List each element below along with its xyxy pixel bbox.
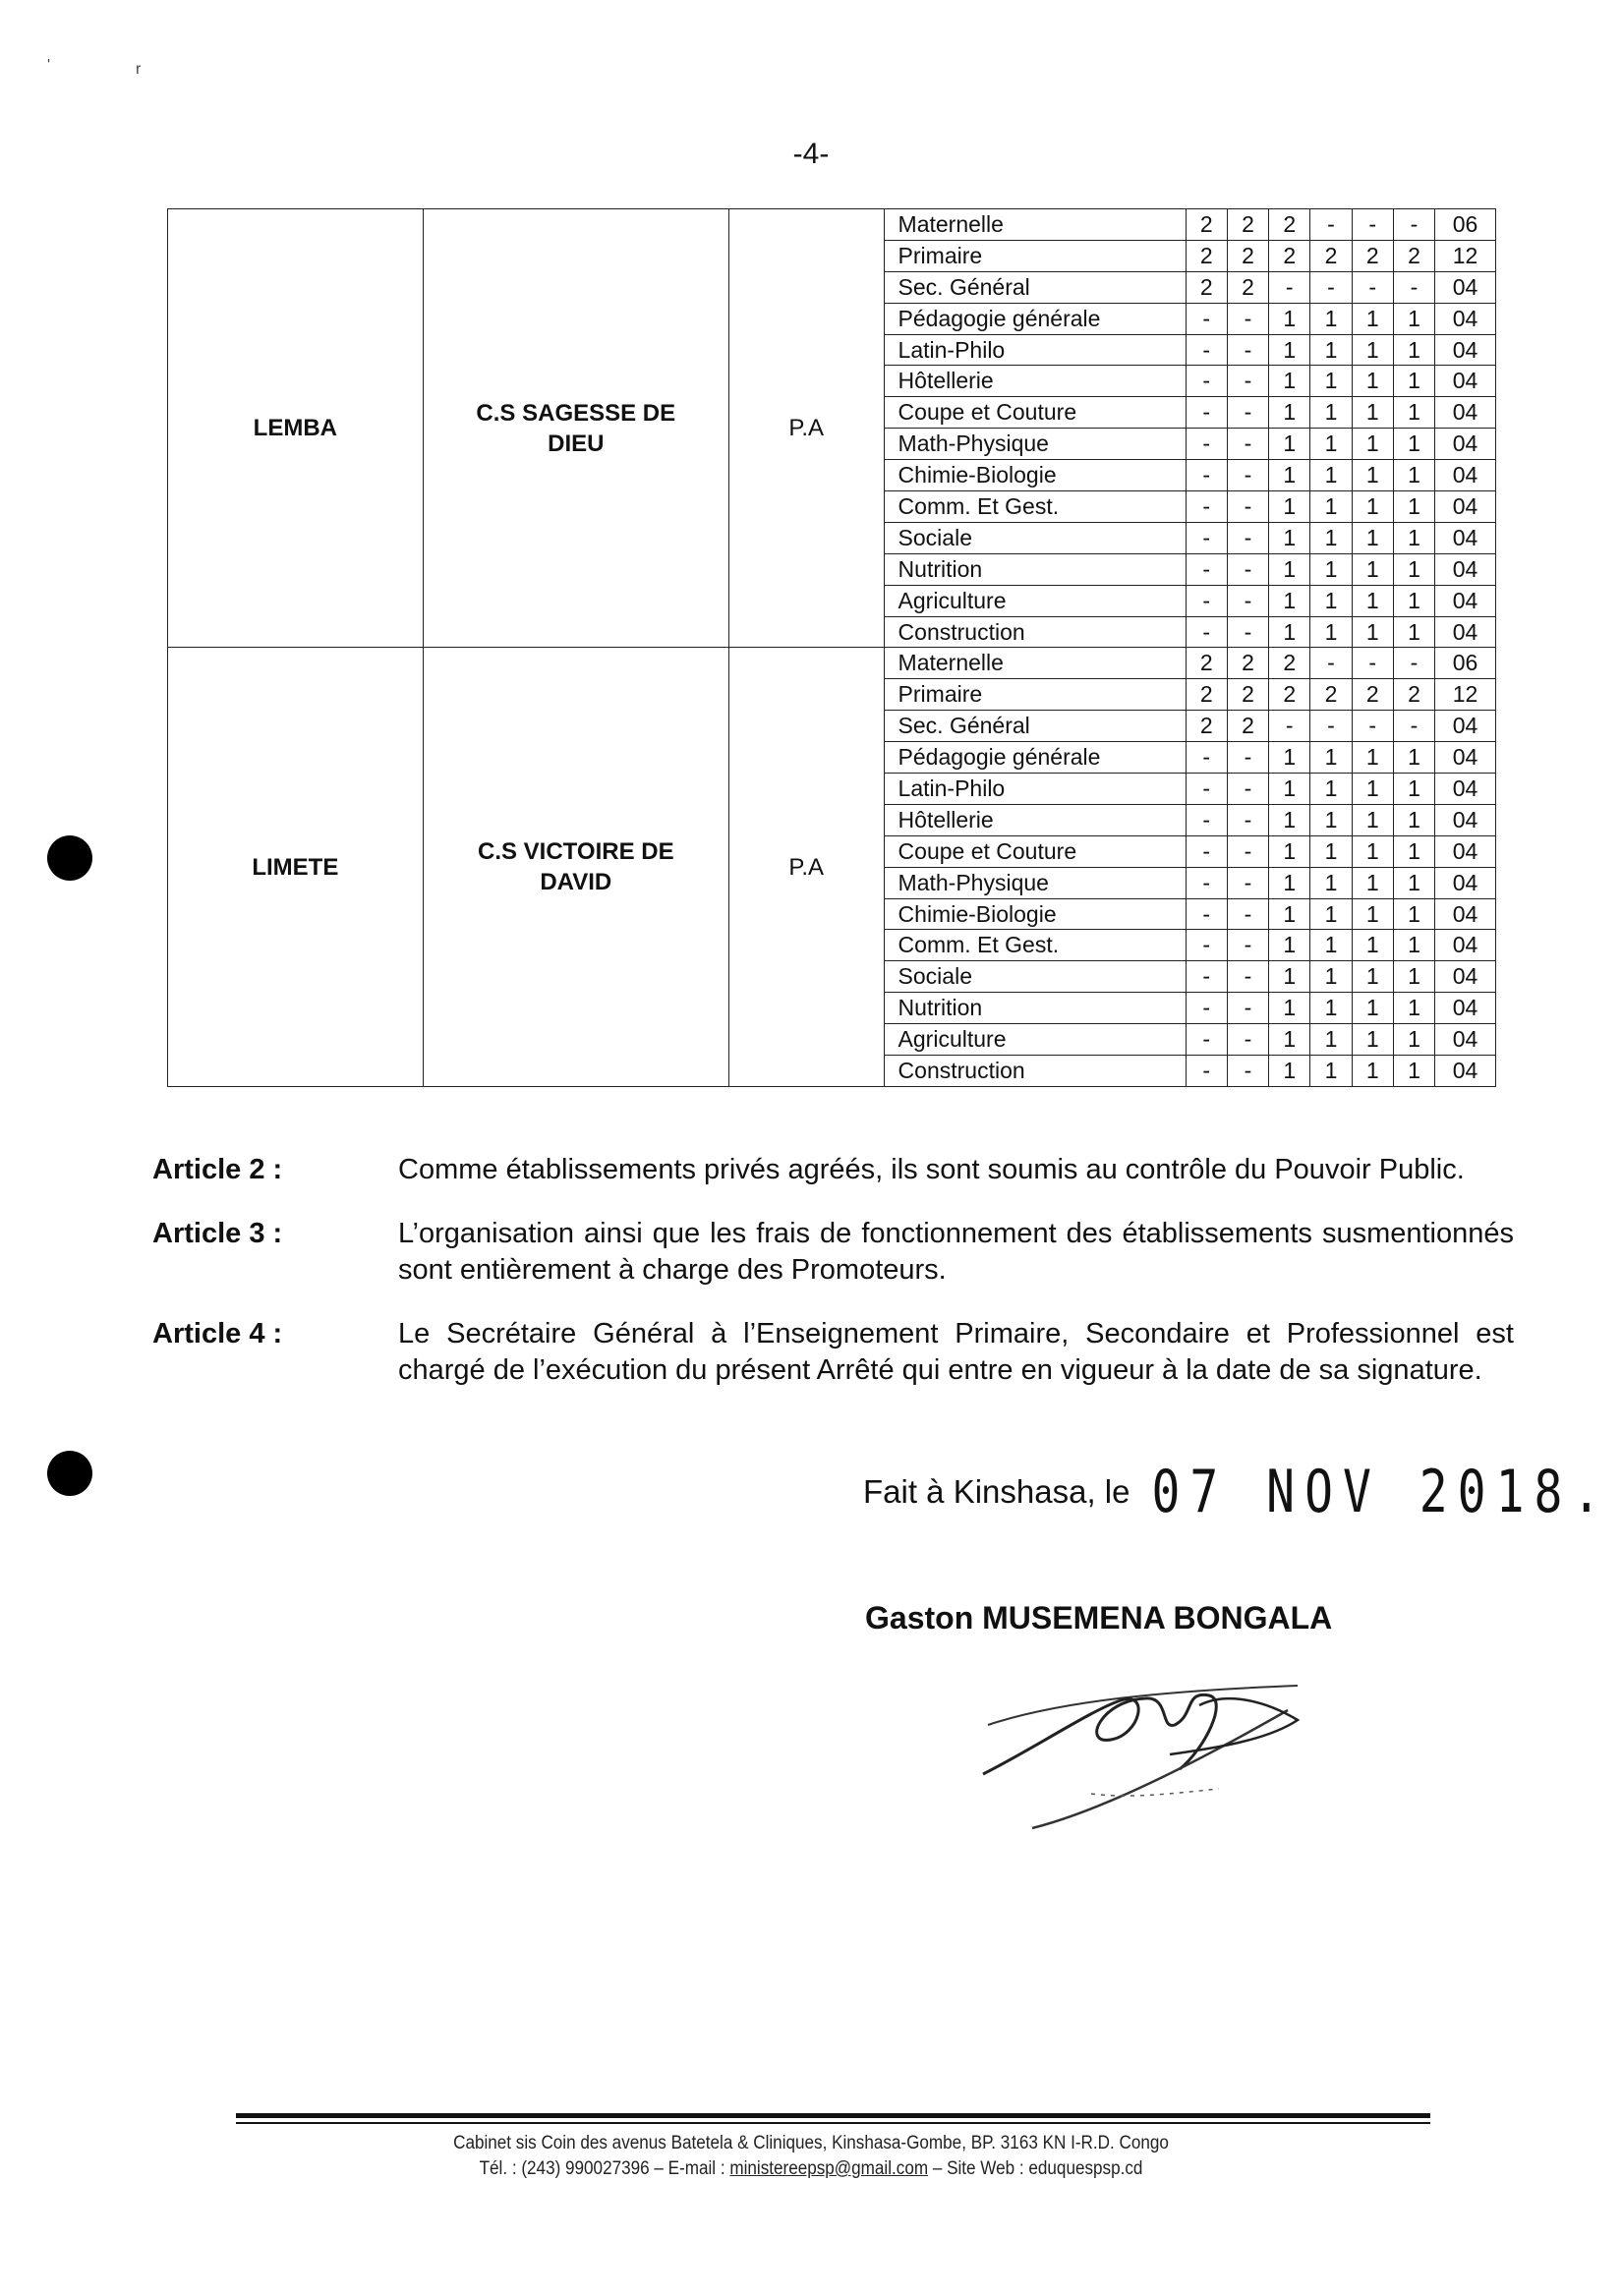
class-count-cell: 2: [1310, 240, 1352, 271]
class-count-cell: -: [1186, 366, 1227, 397]
article-3: [152, 1216, 1514, 1289]
total-cell: 12: [1435, 240, 1496, 271]
class-count-cell: 1: [1393, 898, 1434, 930]
class-count-cell: 1: [1269, 585, 1310, 616]
class-count-cell: 1: [1352, 553, 1393, 585]
footer-tel: Tél. : (243) 990027396 – E-mail :: [479, 2158, 725, 2179]
class-count-cell: 2: [1352, 240, 1393, 271]
option-cell: Construction: [884, 1056, 1186, 1087]
class-count-cell: 1: [1310, 429, 1352, 460]
class-count-cell: 1: [1269, 1024, 1310, 1056]
class-count-cell: -: [1186, 553, 1227, 585]
option-cell: Nutrition: [884, 993, 1186, 1024]
class-count-cell: -: [1227, 334, 1268, 366]
class-count-cell: -: [1227, 1056, 1268, 1087]
class-count-cell: 1: [1352, 961, 1393, 993]
class-count-cell: -: [1352, 271, 1393, 303]
total-cell: 04: [1435, 711, 1496, 742]
total-cell: 04: [1435, 867, 1496, 898]
class-count-cell: 1: [1310, 1024, 1352, 1056]
class-count-cell: -: [1186, 585, 1227, 616]
school-name-cell: C.S VICTOIRE DE DAVID: [423, 648, 728, 1086]
articles: [152, 1152, 1514, 1416]
class-count-cell: 1: [1310, 334, 1352, 366]
class-count-cell: 1: [1393, 397, 1434, 429]
class-count-cell: 1: [1352, 460, 1393, 491]
class-count-cell: -: [1186, 429, 1227, 460]
option-cell: Sociale: [884, 961, 1186, 993]
footer-web: – Site Web : eduquespsp.cd: [932, 2158, 1143, 2179]
commune-cell: LIMETE: [168, 648, 424, 1086]
class-count-cell: 1: [1269, 397, 1310, 429]
total-cell: 04: [1435, 616, 1496, 648]
class-count-cell: 1: [1310, 397, 1352, 429]
class-count-cell: 1: [1352, 303, 1393, 334]
total-cell: 04: [1435, 961, 1496, 993]
class-count-cell: 1: [1269, 460, 1310, 491]
class-count-cell: 1: [1352, 616, 1393, 648]
status-cell: P.A: [728, 648, 884, 1086]
article-label: Article 4 :: [152, 1318, 283, 1349]
class-count-cell: -: [1352, 711, 1393, 742]
class-count-cell: 1: [1352, 774, 1393, 805]
class-count-cell: 2: [1352, 679, 1393, 711]
class-count-cell: -: [1227, 366, 1268, 397]
class-count-cell: -: [1269, 711, 1310, 742]
total-cell: 04: [1435, 804, 1496, 835]
class-count-cell: -: [1227, 397, 1268, 429]
total-cell: 04: [1435, 1024, 1496, 1056]
class-count-cell: 1: [1393, 930, 1434, 961]
class-count-cell: 1: [1310, 742, 1352, 774]
option-cell: Primaire: [884, 240, 1186, 271]
footer-email-link[interactable]: ministereepsp@gmail.com: [729, 2158, 929, 2179]
handwritten-signature: [973, 1632, 1327, 1848]
place-date-prefix: Fait à Kinshasa, le: [863, 1473, 1130, 1510]
class-count-cell: 2: [1227, 711, 1268, 742]
class-count-cell: 1: [1310, 303, 1352, 334]
total-cell: 04: [1435, 460, 1496, 491]
option-cell: Coupe et Couture: [884, 835, 1186, 867]
class-count-cell: -: [1310, 271, 1352, 303]
option-cell: Latin-Philo: [884, 334, 1186, 366]
class-count-cell: 1: [1310, 366, 1352, 397]
class-count-cell: 2: [1186, 679, 1227, 711]
option-cell: Primaire: [884, 679, 1186, 711]
class-count-cell: 1: [1310, 774, 1352, 805]
class-count-cell: 2: [1393, 679, 1434, 711]
class-count-cell: 1: [1310, 553, 1352, 585]
class-count-cell: -: [1352, 648, 1393, 679]
class-count-cell: -: [1186, 303, 1227, 334]
class-count-cell: -: [1227, 429, 1268, 460]
class-count-cell: -: [1393, 209, 1434, 241]
class-count-cell: 1: [1269, 804, 1310, 835]
class-count-cell: 1: [1352, 334, 1393, 366]
class-count-cell: 1: [1310, 585, 1352, 616]
class-count-cell: 2: [1269, 679, 1310, 711]
total-cell: 04: [1435, 1056, 1496, 1087]
class-count-cell: 1: [1310, 867, 1352, 898]
class-count-cell: -: [1393, 648, 1434, 679]
class-count-cell: 1: [1352, 585, 1393, 616]
total-cell: 04: [1435, 397, 1496, 429]
class-count-cell: 1: [1352, 898, 1393, 930]
option-cell: Pédagogie générale: [884, 742, 1186, 774]
option-cell: Nutrition: [884, 553, 1186, 585]
class-count-cell: 2: [1227, 240, 1268, 271]
option-cell: Chimie-Biologie: [884, 898, 1186, 930]
class-count-cell: 2: [1186, 648, 1227, 679]
total-cell: 04: [1435, 491, 1496, 523]
class-count-cell: 1: [1393, 460, 1434, 491]
class-count-cell: -: [1227, 867, 1268, 898]
total-cell: 04: [1435, 742, 1496, 774]
class-count-cell: -: [1227, 303, 1268, 334]
class-count-cell: 1: [1352, 804, 1393, 835]
class-count-cell: -: [1186, 961, 1227, 993]
class-count-cell: 1: [1269, 366, 1310, 397]
class-count-cell: -: [1227, 585, 1268, 616]
binder-hole: [47, 1451, 92, 1496]
option-cell: Maternelle: [884, 209, 1186, 241]
class-count-cell: 2: [1186, 271, 1227, 303]
class-count-cell: 1: [1269, 774, 1310, 805]
class-count-cell: 1: [1393, 429, 1434, 460]
class-count-cell: -: [1227, 553, 1268, 585]
total-cell: 04: [1435, 429, 1496, 460]
class-count-cell: 1: [1393, 553, 1434, 585]
class-count-cell: -: [1227, 742, 1268, 774]
class-count-cell: 1: [1269, 961, 1310, 993]
class-count-cell: -: [1186, 774, 1227, 805]
class-count-cell: 1: [1310, 522, 1352, 553]
class-count-cell: 1: [1310, 835, 1352, 867]
total-cell: 04: [1435, 334, 1496, 366]
class-count-cell: 1: [1310, 804, 1352, 835]
class-count-cell: 1: [1352, 1056, 1393, 1087]
article-label: Article 2 :: [152, 1154, 283, 1185]
option-cell: Sociale: [884, 522, 1186, 553]
class-count-cell: 1: [1393, 585, 1434, 616]
total-cell: 04: [1435, 993, 1496, 1024]
class-count-cell: -: [1227, 835, 1268, 867]
class-count-cell: 1: [1352, 930, 1393, 961]
total-cell: 04: [1435, 303, 1496, 334]
class-count-cell: -: [1186, 334, 1227, 366]
article-text: L’organisation ainsi que les frais de fonctionnement des établissements susmentionnés sont entièrement à charge des Promoteurs.: [398, 1218, 1514, 1286]
class-count-cell: -: [1186, 491, 1227, 523]
class-count-cell: -: [1227, 930, 1268, 961]
class-count-cell: 1: [1393, 804, 1434, 835]
class-count-cell: 1: [1269, 1056, 1310, 1087]
class-count-cell: 1: [1269, 522, 1310, 553]
class-count-cell: -: [1310, 711, 1352, 742]
class-count-cell: 1: [1310, 961, 1352, 993]
class-count-cell: -: [1186, 993, 1227, 1024]
class-count-cell: -: [1186, 835, 1227, 867]
class-count-cell: 1: [1352, 835, 1393, 867]
class-count-cell: 2: [1186, 209, 1227, 241]
class-count-cell: 2: [1310, 679, 1352, 711]
scan-mark: ': [47, 57, 51, 74]
class-count-cell: -: [1393, 711, 1434, 742]
school-name-cell: C.S SAGESSE DE DIEU: [423, 209, 728, 648]
class-count-cell: -: [1227, 616, 1268, 648]
class-count-cell: 1: [1310, 898, 1352, 930]
option-cell: Math-Physique: [884, 429, 1186, 460]
footer-rule-thin: [236, 2122, 1430, 2124]
class-count-cell: 1: [1393, 334, 1434, 366]
option-cell: Maternelle: [884, 648, 1186, 679]
class-count-cell: 1: [1310, 930, 1352, 961]
class-count-cell: -: [1227, 522, 1268, 553]
class-count-cell: 2: [1227, 679, 1268, 711]
class-count-cell: 1: [1269, 303, 1310, 334]
class-count-cell: 1: [1310, 460, 1352, 491]
class-count-cell: 2: [1227, 648, 1268, 679]
class-count-cell: 2: [1227, 209, 1268, 241]
table-row: [168, 648, 1496, 679]
status-cell: P.A: [728, 209, 884, 648]
option-cell: Pédagogie générale: [884, 303, 1186, 334]
class-count-cell: -: [1269, 271, 1310, 303]
class-count-cell: 1: [1310, 993, 1352, 1024]
option-cell: Comm. Et Gest.: [884, 491, 1186, 523]
class-count-cell: -: [1310, 648, 1352, 679]
class-count-cell: -: [1227, 774, 1268, 805]
class-count-cell: 1: [1269, 867, 1310, 898]
option-cell: Construction: [884, 616, 1186, 648]
signatory-name: Gaston MUSEMENA BONGALA: [865, 1600, 1333, 1636]
class-count-cell: 2: [1186, 240, 1227, 271]
total-cell: 04: [1435, 898, 1496, 930]
class-count-cell: 1: [1352, 491, 1393, 523]
class-count-cell: -: [1310, 209, 1352, 241]
class-count-cell: 2: [1269, 240, 1310, 271]
class-count-cell: 1: [1393, 616, 1434, 648]
option-cell: Math-Physique: [884, 867, 1186, 898]
class-count-cell: 1: [1310, 1056, 1352, 1087]
class-count-cell: 1: [1352, 429, 1393, 460]
class-count-cell: -: [1393, 271, 1434, 303]
total-cell: 04: [1435, 366, 1496, 397]
class-count-cell: 1: [1352, 867, 1393, 898]
class-count-cell: 1: [1352, 522, 1393, 553]
date-stamp: 07 NOV 2018.: [1151, 1458, 1611, 1526]
class-count-cell: 1: [1393, 867, 1434, 898]
option-cell: Agriculture: [884, 1024, 1186, 1056]
total-cell: 04: [1435, 553, 1496, 585]
class-count-cell: 1: [1352, 1024, 1393, 1056]
option-cell: Hôtellerie: [884, 366, 1186, 397]
page-number: -4-: [792, 138, 830, 170]
class-count-cell: 1: [1310, 616, 1352, 648]
class-count-cell: 1: [1269, 429, 1310, 460]
article-text: Comme établissements privés agréés, ils sont soumis au contrôle du Pouvoir Public.: [398, 1154, 1465, 1185]
class-count-cell: 1: [1269, 898, 1310, 930]
class-count-cell: 1: [1393, 1056, 1434, 1087]
class-count-cell: 1: [1393, 366, 1434, 397]
class-count-cell: 1: [1310, 491, 1352, 523]
class-count-cell: -: [1186, 898, 1227, 930]
commune-cell: LEMBA: [168, 209, 424, 648]
class-count-cell: 1: [1269, 835, 1310, 867]
option-cell: Comm. Et Gest.: [884, 930, 1186, 961]
total-cell: 04: [1435, 585, 1496, 616]
class-count-cell: 2: [1186, 711, 1227, 742]
class-count-cell: 1: [1393, 303, 1434, 334]
class-count-cell: 1: [1393, 742, 1434, 774]
class-count-cell: 2: [1393, 240, 1434, 271]
class-count-cell: 1: [1269, 616, 1310, 648]
class-count-cell: -: [1227, 804, 1268, 835]
class-count-cell: 1: [1393, 774, 1434, 805]
total-cell: 04: [1435, 522, 1496, 553]
class-count-cell: -: [1186, 616, 1227, 648]
class-count-cell: -: [1186, 804, 1227, 835]
class-count-cell: -: [1186, 867, 1227, 898]
class-count-cell: 1: [1393, 1024, 1434, 1056]
class-count-cell: 1: [1269, 930, 1310, 961]
class-count-cell: -: [1186, 460, 1227, 491]
class-count-cell: 2: [1227, 271, 1268, 303]
class-count-cell: -: [1227, 993, 1268, 1024]
total-cell: 06: [1435, 209, 1496, 241]
option-cell: Sec. Général: [884, 711, 1186, 742]
class-count-cell: -: [1186, 522, 1227, 553]
place-and-date: [863, 1458, 1611, 1526]
class-count-cell: 1: [1352, 366, 1393, 397]
class-count-cell: 1: [1269, 491, 1310, 523]
class-count-cell: -: [1186, 1056, 1227, 1087]
option-cell: Hôtellerie: [884, 804, 1186, 835]
total-cell: 04: [1435, 835, 1496, 867]
schools-table: [167, 208, 1496, 1087]
class-count-cell: 1: [1393, 993, 1434, 1024]
article-label: Article 3 :: [152, 1218, 283, 1249]
class-count-cell: 1: [1269, 993, 1310, 1024]
class-count-cell: 1: [1269, 334, 1310, 366]
binder-hole: [47, 835, 92, 881]
class-count-cell: 2: [1269, 648, 1310, 679]
total-cell: 04: [1435, 774, 1496, 805]
footer-contact: [82, 2158, 1541, 2180]
class-count-cell: 1: [1269, 553, 1310, 585]
class-count-cell: 2: [1269, 209, 1310, 241]
class-count-cell: -: [1186, 1024, 1227, 1056]
class-count-cell: 1: [1393, 835, 1434, 867]
article-4: [152, 1316, 1514, 1389]
scan-mark: r: [136, 61, 142, 78]
class-count-cell: -: [1227, 898, 1268, 930]
class-count-cell: -: [1227, 961, 1268, 993]
class-count-cell: -: [1227, 491, 1268, 523]
total-cell: 04: [1435, 930, 1496, 961]
class-count-cell: -: [1186, 930, 1227, 961]
class-count-cell: 1: [1269, 742, 1310, 774]
class-count-cell: 1: [1352, 993, 1393, 1024]
class-count-cell: 1: [1393, 522, 1434, 553]
option-cell: Coupe et Couture: [884, 397, 1186, 429]
class-count-cell: 1: [1393, 491, 1434, 523]
option-cell: Latin-Philo: [884, 774, 1186, 805]
option-cell: Chimie-Biologie: [884, 460, 1186, 491]
class-count-cell: -: [1186, 742, 1227, 774]
class-count-cell: -: [1227, 1024, 1268, 1056]
total-cell: 06: [1435, 648, 1496, 679]
option-cell: Agriculture: [884, 585, 1186, 616]
class-count-cell: 1: [1352, 397, 1393, 429]
total-cell: 12: [1435, 679, 1496, 711]
class-count-cell: -: [1352, 209, 1393, 241]
total-cell: 04: [1435, 271, 1496, 303]
article-text: Le Secrétaire Général à l’Enseignement Primaire, Secondaire et Professionnel est chargé de l’exécution du présent Arrêté qui entre en vigueur à la date de sa signature.: [398, 1318, 1514, 1386]
class-count-cell: 1: [1393, 961, 1434, 993]
table-row: [168, 209, 1496, 241]
option-cell: Sec. Général: [884, 271, 1186, 303]
class-count-cell: -: [1227, 460, 1268, 491]
class-count-cell: -: [1186, 397, 1227, 429]
footer-address: Cabinet sis Coin des avenus Batetela & Cliniques, Kinshasa-Gombe, BP. 3163 KN I-R.D. Congo: [453, 2133, 1169, 2153]
article-2: [152, 1152, 1514, 1188]
class-count-cell: 1: [1352, 742, 1393, 774]
footer-rule: [236, 2113, 1430, 2118]
